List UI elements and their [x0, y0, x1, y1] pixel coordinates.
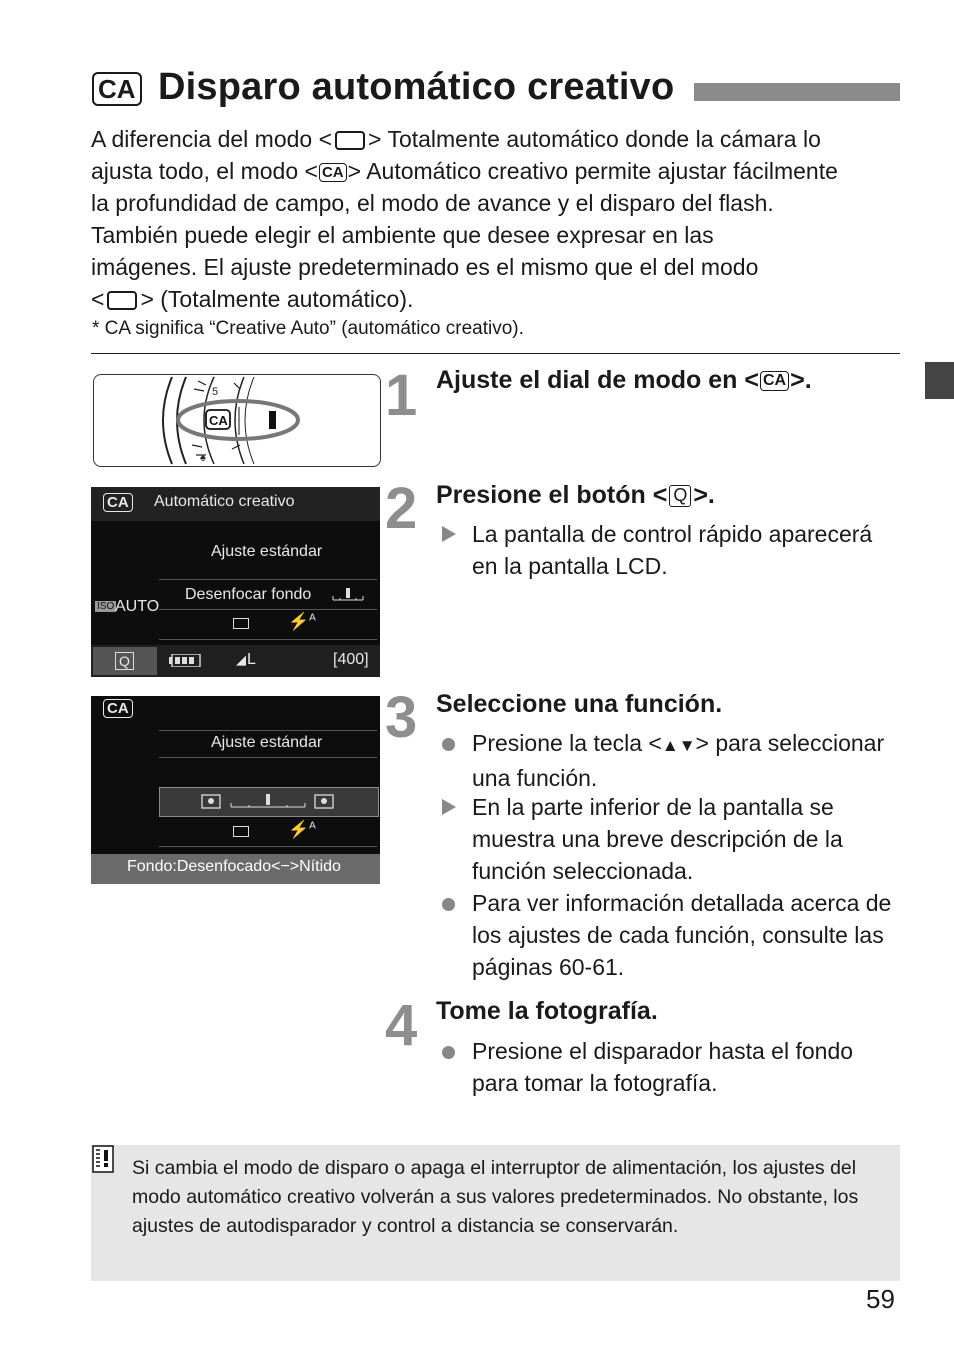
intro-text: > Automático creativo permite ajustar fácilmente	[347, 158, 838, 184]
function-description: Fondo:Desenfocado<−>Nítido	[127, 858, 341, 875]
full-auto-icon	[107, 291, 137, 310]
full-auto-icon	[335, 131, 365, 150]
intro-paragraph	[91, 123, 901, 315]
intro-text: > (Totalmente automático).	[140, 286, 414, 312]
step-number: 2	[385, 476, 418, 541]
list-item-text: En la parte inferior de la pantalla se muestra una breve descripción de la función seleccionada.	[472, 794, 843, 884]
bullet-icon	[442, 898, 455, 911]
note-box	[91, 1145, 900, 1281]
note-text: Si cambia el modo de disparo o apaga el interruptor de alimentación, los ajustes del modo automático creativo volverán a sus valores predeterminados. No obstante, los ajustes de autodisparador y control a distancia se conservarán.	[132, 1157, 859, 1237]
intro-text: También puede elegir el ambiente que desee expresar en las	[91, 222, 714, 248]
background-blur-setting: Desenfocar fondo	[185, 586, 312, 603]
result-arrow-icon	[442, 799, 456, 815]
single-shot-icon	[233, 826, 249, 837]
svg-text:5: 5	[212, 386, 219, 398]
step-title-text: >.	[693, 481, 715, 509]
creative-auto-icon: CA	[760, 371, 789, 391]
step-title-text: Ajuste el dial de modo en <	[436, 366, 759, 394]
intro-text: ajusta todo, el modo <	[91, 158, 318, 184]
creative-auto-icon: CA	[92, 72, 142, 106]
iso-icon: ISO	[97, 601, 115, 612]
battery-icon	[169, 654, 201, 667]
title-rule	[694, 83, 900, 101]
page-number: 59	[866, 1284, 895, 1314]
creative-auto-icon: CA	[103, 699, 133, 718]
intro-text: <	[91, 286, 105, 312]
list-item	[442, 727, 902, 794]
step-title-text: Presione el botón <	[436, 481, 668, 509]
step-number: 3	[385, 685, 418, 750]
flash-icon: ⚡$^A$	[288, 820, 316, 839]
function-select-screen	[91, 696, 380, 884]
svg-text:♠: ♠	[200, 452, 206, 464]
step-number: 4	[385, 993, 418, 1058]
flash-icon: ⚡$^A$	[288, 612, 316, 631]
separator	[159, 579, 377, 580]
list-item	[442, 887, 902, 983]
background-blur-scale-icon	[201, 793, 343, 811]
page-title: Disparo automático creativo	[158, 66, 675, 108]
separator	[159, 609, 377, 610]
step-title	[436, 366, 812, 395]
ambience-setting: Ajuste estándar	[211, 734, 323, 751]
list-item-text: Presione el disparador hasta el fondo para tomar la fotografía.	[472, 1038, 854, 1096]
quality-icon: ◢	[236, 652, 246, 667]
creative-auto-icon: CA	[103, 493, 133, 512]
intro-text: imágenes. El ajuste predeterminado es el mismo que el del modo	[91, 254, 759, 280]
bullet-icon	[442, 738, 455, 751]
mode-dial-icon	[94, 375, 380, 466]
screen-header-title: Automático creativo	[154, 493, 295, 510]
list-item-text: La pantalla de control rápido aparecerá en la pantalla LCD.	[472, 521, 873, 579]
dial-badge-label: CA	[209, 413, 228, 428]
step-title-text: >.	[790, 366, 812, 394]
step-number: 1	[385, 363, 418, 428]
chapter-tab	[925, 362, 954, 399]
quick-control-icon: Q	[669, 485, 691, 507]
intro-text: la profundidad de campo, el modo de avance y el disparo del flash.	[91, 190, 774, 216]
list-item-text: Para ver información detallada acerca de los ajustes de cada función, consulte las páginas 60-61.	[472, 890, 892, 980]
shots-remaining: [400]	[333, 651, 369, 668]
separator	[159, 757, 377, 758]
mode-dial-illustration	[93, 374, 381, 467]
result-arrow-icon	[442, 526, 456, 542]
quick-control-screen	[91, 487, 380, 677]
note-icon	[92, 1145, 114, 1173]
creative-auto-icon: CA	[319, 163, 347, 182]
list-item	[442, 518, 902, 582]
separator	[159, 639, 377, 640]
cross-keys-icon: ▲▼	[661, 736, 696, 755]
step-title: Seleccione una función.	[436, 690, 723, 718]
blur-scale-icon	[332, 586, 364, 604]
bullet-icon	[442, 1046, 455, 1059]
q-icon: Q	[115, 652, 134, 670]
ambience-setting: Ajuste estándar	[211, 543, 323, 560]
quality-label: L	[247, 651, 256, 668]
list-item	[442, 791, 902, 887]
footnote: * CA significa “Creative Auto” (automático creativo).	[92, 318, 524, 339]
separator	[159, 730, 377, 731]
single-shot-icon	[233, 618, 249, 629]
list-item	[442, 1035, 902, 1099]
iso-value: AUTO	[115, 598, 160, 615]
flash-auto-label: A	[309, 820, 316, 832]
flash-auto-label: A	[309, 612, 316, 624]
step-title	[436, 481, 715, 510]
separator	[159, 846, 377, 847]
divider	[91, 353, 900, 354]
intro-text: > Totalmente automático donde la cámara lo	[368, 126, 821, 152]
intro-text: A diferencia del modo <	[91, 126, 333, 152]
step-title: Tome la fotografía.	[436, 997, 658, 1025]
list-item-text: > para seleccionar una función.	[472, 730, 885, 791]
section-title	[92, 64, 900, 114]
list-item-text: Presione la tecla <	[472, 730, 662, 756]
